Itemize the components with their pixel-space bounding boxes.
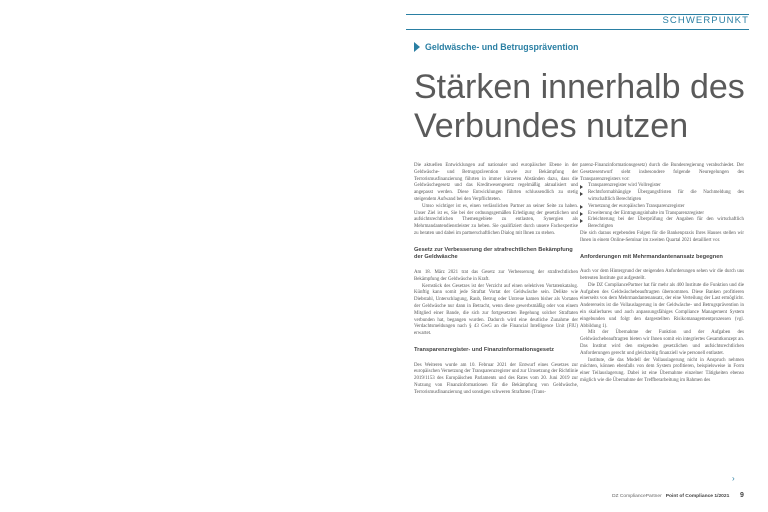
bullet-item: Erleichterung bei der Überprüfung der Angaben für den wirtschaftlich Berechtigten (580, 217, 744, 231)
page-number: 9 (740, 492, 744, 499)
subheading-mehrmandantenansatz: Anforderungen mit Mehrmandantenansatz begegnen (580, 253, 723, 260)
article-column-left (414, 163, 578, 397)
page-footer (612, 494, 729, 499)
footer-publication: Point of Compliance 1/2021 (665, 494, 730, 499)
section-rule-bottom (406, 29, 749, 30)
continue-arrow-icon: › (732, 474, 735, 483)
headline-line-1: Stärken innerhalb des (414, 68, 745, 106)
bullet-item: Erweiterung der Eintragungsinhalte im Transparenzregister (580, 211, 744, 218)
body-paragraph-3: Des Weiteren wurde am 10. Februar 2021 der Entwurf eines Gesetzes zur europäischen Vernetzung der Transparenzregister und zur Umsetzung der Richtlinie 2019/1153 des Europäischen Parlaments und des Rates vom 20. Juni 2019 zur Nutzung von Finanzinformationen für die Bekämpfung von Geldwäsche, Terrorismusfinanzierung und sonstigen schweren Straftaten (Trans- (414, 362, 578, 395)
right-body-paragraph-3: Mit der Übernahme der Funktion und der Aufgaben des Geldwäschebeauftragten bieten wir Ihnen somit ein integriertes Gesamtkonzept an. Das Institut wird den steigenden gesetzlichen und aufsichtsrechtlichen Anforderungen gerecht und gleichzeitig finanziell wie personell entlastet. (580, 330, 744, 356)
subheading-transparenzregister: Transparenzregister- und Finanzinformationsgesetz (414, 346, 554, 353)
intro-paragraph-1: Die aktuellen Entwicklungen auf nationaler und europäischer Ebene in der Geldwäsche- und Betrugsprävention sowie zur Bekämpfung der Terrorismusfinanzierung führten in immer kürzeren Abständen dazu, dass die Geldwäschegesetz und das Kreditwesengesetz regelmäßig aktualisiert und angepasst werden. Diese Entwicklungen führten schlussendlich zu stetig steigendem Aufwand bei den Verpflichteten. (414, 163, 578, 202)
topic-line (414, 42, 578, 52)
topic-title: Geldwäsche- und Betrugsprävention (425, 42, 579, 52)
bullet-list (580, 183, 744, 231)
headline-line-2: Verbundes nutzen (414, 107, 689, 145)
triangle-right-icon (414, 42, 420, 52)
bullet-item: Transparenzregister wird Vollregister (580, 183, 744, 190)
right-body-paragraph-4: Institute, die das Modell der Vollauslagerung nicht in Anspruch nehmen möchten, können ebenfalls von dem System profitieren, beispielsweise in Form einer Teilauslagerung. Dabei ist eine Übernahme einzelner Tätigkeiten ebenso möglich wie die Übernahme der Treffberarbeitung im Rahmen des (580, 357, 744, 383)
article-column-right (580, 163, 744, 385)
right-body-paragraph-1: Auch vor dem Hintergrund der steigenden Anforderungen sehen wir die durch uns betreuten Institute gut aufgestellt. (580, 269, 744, 281)
bullet-item: Rechtsformabhängige Übergangsfristen für die Nachmeldung des wirtschaftlich Berechtigten (580, 190, 744, 204)
section-label: SCHWERPUNKT (662, 15, 749, 26)
intro-paragraph-2: Umso wichtiger ist es, einen verlässlichen Partner an seiner Seite zu haben. Unser Ziel ist es, Sie bei der ordnungsgemäßen Erledigung der gesetzlichen und aufsichtsrechtlichen Themengebiete zu entlasten, Synergien als Mehrmandantendienstleister zu heben. Sie qualifiziert durch unsere Fachexpertise zu beraten und dabei im partnerschaftlichen Dialog mit Ihnen zu stehen. (414, 203, 578, 236)
subheading-geldwaesche-gesetz: Gesetz zur Verbesserung der strafrechtlichen Bekämpfung der Geldwäsche (414, 246, 573, 261)
right-body-paragraph-2: Die DZ CompliancePartner hat für mehr als 400 Institute die Funktion und die Aufgaben des Geldwäschebeauftragten übernommen. Diese Banken profitieren einerseits von dem Mehrmandantenansatz, der eine Verteilung der Last ermöglicht. Andererseits ist die Vollauslagerung in der Geldwäsche- und Betrugsprävention in ein skalierbares und auch anpassungsfähiges Compliance Management System eingebunden und folgt den dargestellten Risikomanagementprozessen (vgl. Abbildung 1). (580, 282, 744, 329)
after-bullets-paragraph: Die sich daraus ergebenden Folgen für die Bankenpraxis Ihres Hauses stellen wir Ihnen in einem Online-Seminar im zweiten Quartal 2021 detailliert vor. (580, 230, 744, 243)
body-paragraph-2: Kernstück des Gesetzes ist der Verzicht auf einen selektiven Vortatenkatalog. Künftig kann somit jede Straftat Vortat der Geldwäsche sein. Delikte wie Diebstahl, Unterschlagung, Raub, Betrug oder Untreue kamen bisher als Vortaten der Geldwäsche nur dann in Betracht, wenn diese gewerbsmäßig oder von einem Mitglied einer Bande, die sich zur fortgesetzten Begehung solcher Straftaten verbunden hat, begangen wurden. Dadurch wird eine deutliche Zunahme der Verdachtsmeldungen nach § 43 GwG an die Financial Intelligence Unit (FIU) erwartet. (414, 283, 578, 337)
headline (414, 68, 754, 146)
bullet-item: Vernetzung der europäischen Transparenzregister (580, 204, 744, 211)
body-paragraph-1: Am 18. März 2021 trat das Gesetz zur Verbesserung der strafrechtlichen Bekämpfung der Geldwäsche in Kraft. (414, 269, 578, 282)
footer-publisher: DZ CompliancePartner (612, 494, 662, 499)
continued-paragraph: parenz-Finanzinformationsgesetz) durch die Bundesregierung verabschiedet. Der Gesetzesentwurf sieht insbesondere folgende Neuregelungen des Transparenzregisters vor: (580, 163, 744, 182)
